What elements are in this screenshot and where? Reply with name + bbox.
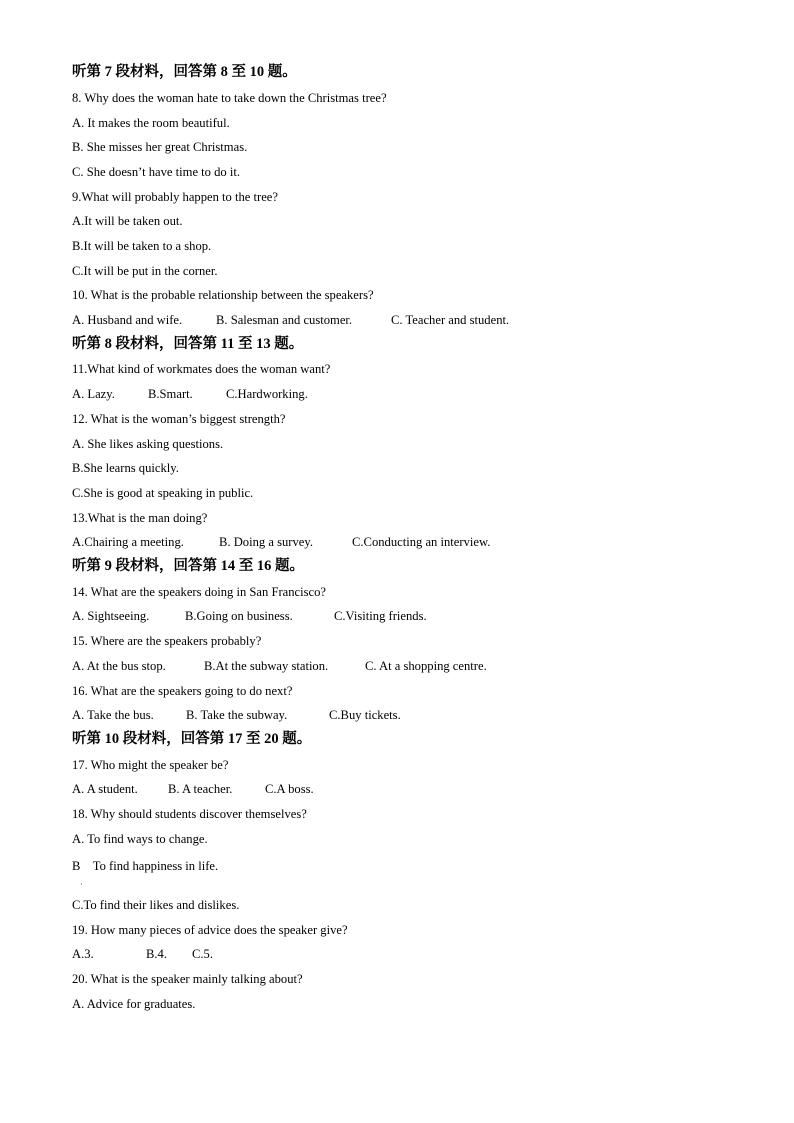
option-17b: B. A teacher. <box>168 782 233 796</box>
question-15: 15. Where are the speakers probably? <box>72 634 262 648</box>
option-14b: B.Going on business. <box>185 609 293 623</box>
option-8a: A. It makes the room beautiful. <box>72 116 230 130</box>
question-19: 19. How many pieces of advice does the speaker give? <box>72 923 348 937</box>
question-11: 11.What kind of workmates does the woman want? <box>72 362 331 376</box>
option-19a: A.3. <box>72 947 94 961</box>
question-14: 14. What are the speakers doing in San Francisco? <box>72 585 327 599</box>
question-12: 12. What is the woman’s biggest strength? <box>72 412 286 426</box>
option-8c: C. She doesn’t have time to do it. <box>72 165 241 179</box>
options-15 <box>72 658 754 674</box>
options-14 <box>72 608 754 624</box>
section-heading-10: 听第 10 段材料，回答第 17 至 20 题。 <box>72 731 312 747</box>
option-8b: B. She misses her great Christmas. <box>72 140 248 154</box>
option-9a: A.It will be taken out. <box>72 214 183 228</box>
option-11b: B.Smart. <box>148 387 193 401</box>
option-11a: A. Lazy. <box>72 387 115 401</box>
option-12c: C.She is good at speaking in public. <box>72 486 254 500</box>
option-13a: A.Chairing a meeting. <box>72 535 184 549</box>
options-11 <box>72 386 754 402</box>
question-8: 8. Why does the woman hate to take down the Christmas tree? <box>72 91 387 105</box>
option-16b: B. Take the subway. <box>186 708 288 722</box>
option-14c: C.Visiting friends. <box>334 609 427 623</box>
option-10a: A. Husband and wife. <box>72 313 183 327</box>
options-19 <box>72 946 754 962</box>
question-13: 13.What is the man doing? <box>72 511 208 525</box>
question-18: 18. Why should students discover themselves? <box>72 807 307 821</box>
option-12b: B.She learns quickly. <box>72 461 179 475</box>
option-15b: B.At the subway station. <box>204 659 329 673</box>
option-11c: C.Hardworking. <box>226 387 308 401</box>
option-18a: A. To find ways to change. <box>72 832 208 846</box>
options-13 <box>72 534 754 550</box>
option-16a: A. Take the bus. <box>72 708 154 722</box>
section-heading-7: 听第 7 段材料，回答第 8 至 10 题。 <box>72 64 297 80</box>
option-14a: A. Sightseeing. <box>72 609 150 623</box>
question-17: 17. Who might the speaker be? <box>72 758 229 772</box>
option-13c: C.Conducting an interview. <box>352 535 491 549</box>
option-19c: C.5. <box>192 947 213 961</box>
question-16: 16. What are the speakers going to do next? <box>72 684 293 698</box>
section-heading-8: 听第 8 段材料，回答第 11 至 13 题。 <box>72 336 304 352</box>
section-heading-9: 听第 9 段材料，回答第 14 至 16 题。 <box>72 558 304 574</box>
option-15c: C. At a shopping centre. <box>365 659 487 673</box>
stray-dot-mark: · <box>80 880 83 889</box>
option-15a: A. At the bus stop. <box>72 659 166 673</box>
question-20: 20. What is the speaker mainly talking about? <box>72 972 303 986</box>
options-17 <box>72 781 754 797</box>
option-10c: C. Teacher and student. <box>391 313 510 327</box>
question-9: 9.What will probably happen to the tree? <box>72 190 278 204</box>
option-10b: B. Salesman and customer. <box>216 313 353 327</box>
option-20a: A. Advice for graduates. <box>72 997 196 1011</box>
options-10 <box>72 312 754 328</box>
question-10: 10. What is the probable relationship between the speakers? <box>72 288 374 302</box>
option-13b: B. Doing a survey. <box>219 535 313 549</box>
option-16c: C.Buy tickets. <box>329 708 401 722</box>
option-9b: B.It will be taken to a shop. <box>72 239 212 253</box>
option-19b: B.4. <box>146 947 167 961</box>
option-18c: C.To find their likes and dislikes. <box>72 898 240 912</box>
option-17a: A. A student. <box>72 782 138 796</box>
option-12a: A. She likes asking questions. <box>72 437 224 451</box>
option-9c: C.It will be put in the corner. <box>72 264 218 278</box>
option-18b: B To find happiness in life. <box>72 859 219 873</box>
options-16 <box>72 707 754 723</box>
option-17c: C.A boss. <box>265 782 314 796</box>
